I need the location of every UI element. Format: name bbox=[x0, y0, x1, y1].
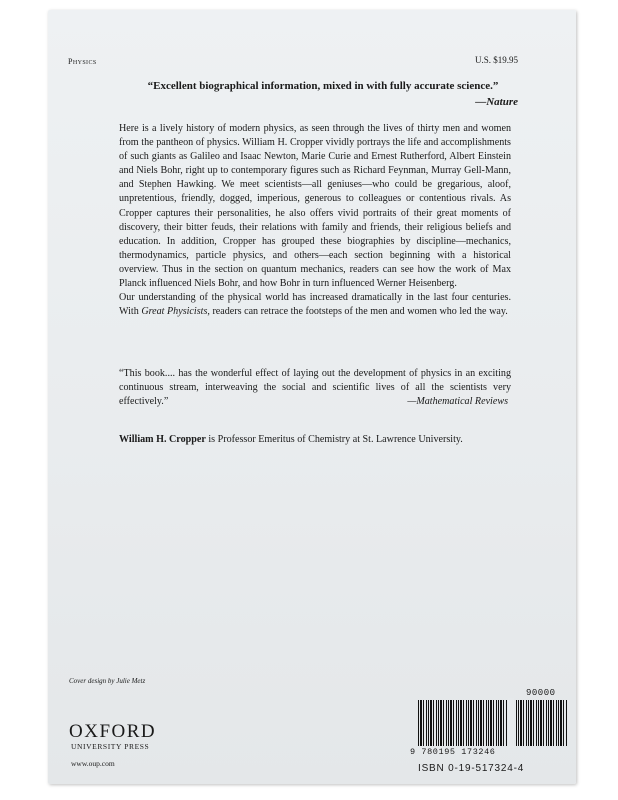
barcode-digits: 9 780195 173246 bbox=[410, 747, 496, 757]
review-quote: “This book.... has the wonderful effect of laying out the development of physics in an exciting continuous stream, interweaving the social and scientific lives of all the scientists very effectively.” bbox=[119, 368, 511, 408]
isbn-label: ISBN 0-19-517324-4 bbox=[418, 763, 525, 774]
book-description bbox=[119, 122, 511, 319]
description-paragraph-1: Here is a lively history of modern physics, as seen through the lives of thirty men and women from the pantheon of physics. William H. Cropper vividly portrays the life and accomplishments of such giants as Galileo and Isaac Newton, Marie Curie and Ernest Rutherford, Albert Einstein and Niels Bohr, right up to contemporary figures such as Richard Feynman, Murray Gell-Mann, and Stephen Hawking. We meet scientists—all geniuses—who could be gregarious, aloof, unpretentious, friendly, dogged, imperious, generous to colleagues or contentious rivals. As Cropper captures their personalities, he also offers vivid portraits of their great moments of discovery, their bitter feuds, their relations with family and friends, their religious beliefs and education. In addition, Cropper has grouped these biographies by discipline—mechanics, thermodynamics, particle physics, and others—each section beginning with a historical overview. Thus in the section on quantum mechanics, readers can see how the work of Max Planck influenced Niels Bohr, and how Bohr in turn influenced Werner Heisenberg. bbox=[119, 123, 511, 290]
author-bio bbox=[119, 434, 539, 445]
book-back-cover bbox=[48, 10, 576, 784]
publisher-subtitle: UNIVERSITY PRESS bbox=[71, 742, 150, 751]
barcode-gap bbox=[508, 698, 514, 748]
category-label: Physics bbox=[68, 57, 97, 66]
epigraph-source: —Nature bbox=[475, 96, 518, 108]
publisher-url: www.oup.com bbox=[71, 759, 115, 768]
publisher-name: OXFORD bbox=[69, 721, 157, 742]
cover-credit: Cover design by Julie Metz bbox=[69, 677, 146, 685]
author-name: William H. Cropper bbox=[119, 434, 206, 445]
publisher-logo bbox=[69, 722, 179, 768]
price-label: U.S. $19.95 bbox=[474, 55, 518, 65]
barcode-bars bbox=[418, 700, 568, 746]
description-p2-start: Our understanding of the physical world has increased dramatically in the last four centuries. With bbox=[119, 292, 511, 318]
barcode bbox=[404, 688, 574, 794]
description-book-title: Great Physicists bbox=[141, 306, 208, 318]
barcode-addon: 90000 bbox=[526, 688, 556, 698]
author-bio-text: is Professor Emeritus of Chemistry at St. Lawrence University. bbox=[205, 434, 463, 445]
description-paragraph-2 bbox=[119, 291, 511, 319]
review-source: —Mathematical Reviews bbox=[407, 396, 508, 407]
epigraph-quote: “Excellent biographical information, mixed in with fully accurate science.” bbox=[147, 80, 499, 92]
description-p2-end: , readers can retrace the footsteps of the men and women who led the way. bbox=[207, 306, 508, 318]
